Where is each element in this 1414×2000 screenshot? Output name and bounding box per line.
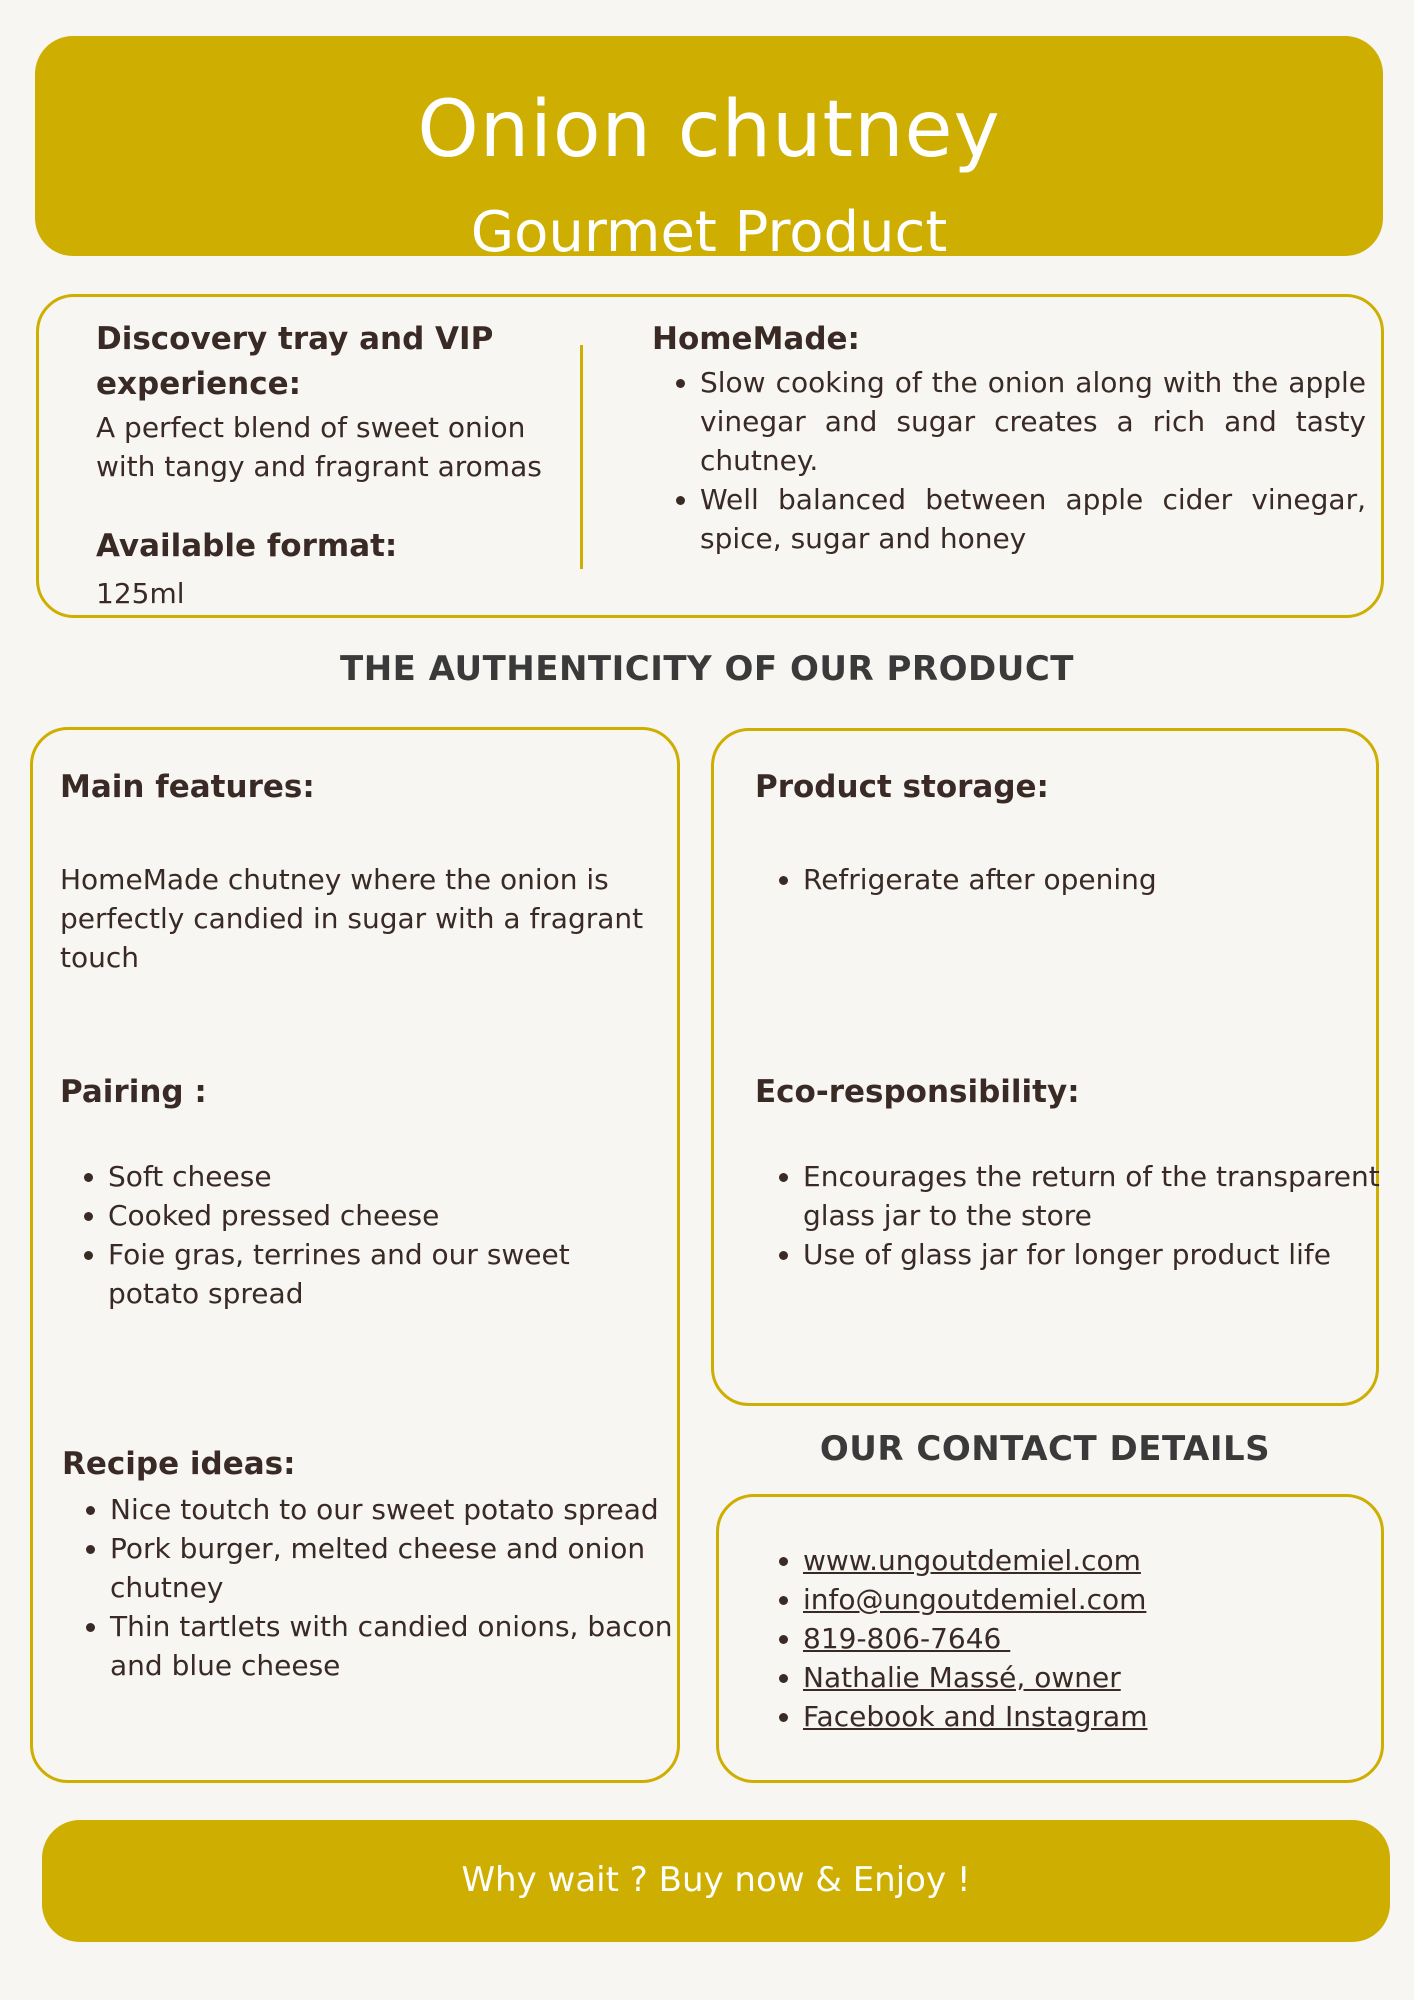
page-subtitle: Gourmet Product	[470, 200, 948, 265]
contact-item-owner	[803, 1658, 1393, 1697]
email-link[interactable]: info@ungoutdemiel.com	[803, 1583, 1147, 1616]
header-banner	[35, 36, 1383, 265]
owner-link[interactable]: Nathalie Massé, owner	[803, 1661, 1121, 1694]
contact-item-phone	[803, 1619, 1393, 1658]
contact-item-social	[803, 1697, 1393, 1736]
eco-list	[755, 1157, 1393, 1274]
list-item: • Encourages the return of the transparent glass jar to the store	[803, 1157, 1393, 1235]
phone-link[interactable]: 819-806-7646	[803, 1622, 1011, 1655]
discovery-label: Discovery tray and VIP experience:	[96, 321, 494, 402]
features-label: Main features:	[60, 769, 315, 805]
list-item: • Nice toutch to our sweet potato spread	[110, 1490, 690, 1529]
list-item: • Pork burger, melted cheese and onion chutney	[110, 1529, 690, 1607]
storage-panel	[711, 728, 1379, 1406]
list-item: • Slow cooking of the onion along with the apple vinegar and sugar creates a rich and tasty chutney.	[700, 363, 1366, 480]
website-link[interactable]: www.ungoutdemiel.com	[803, 1544, 1141, 1577]
storage-label: Product storage:	[755, 769, 1049, 805]
contact-list	[755, 1541, 1393, 1736]
list-item: • Refrigerate after opening	[803, 860, 1383, 899]
footer-cta-text: Why wait ? Buy now & Enjoy !	[461, 1860, 971, 1900]
recipe-list	[62, 1490, 690, 1685]
features-text: HomeMade chutney where the onion is perfectly candied in sugar with a fragrant touch	[60, 863, 644, 974]
footer-cta-banner[interactable]	[42, 1820, 1390, 1942]
list-item: • Thin tartlets with candied onions, bacon and blue cheese	[110, 1607, 690, 1685]
intro-divider	[580, 345, 583, 569]
pairing-list	[60, 1157, 668, 1313]
contact-item-email	[803, 1580, 1393, 1619]
list-item: • Cooked pressed cheese	[108, 1196, 668, 1235]
eco-label: Eco-responsibility:	[755, 1074, 1080, 1110]
list-item: • Use of glass jar for longer product life	[803, 1235, 1393, 1274]
homemade-label: HomeMade:	[652, 321, 860, 357]
format-value: 125ml	[96, 577, 185, 610]
recipe-label: Recipe ideas:	[62, 1446, 296, 1482]
homemade-list	[652, 363, 1366, 558]
page-title: Onion chutney	[417, 85, 1001, 175]
list-item: • Soft cheese	[108, 1157, 668, 1196]
format-label: Available format:	[96, 528, 398, 564]
pairing-label: Pairing :	[60, 1074, 207, 1110]
storage-list	[755, 860, 1383, 899]
contact-title: OUR CONTACT DETAILS	[819, 1429, 1271, 1469]
list-item: • Well balanced between apple cider vinegar, spice, sugar and honey	[700, 480, 1366, 558]
list-item: • Foie gras, terrines and our sweet potato spread	[108, 1235, 668, 1313]
social-link[interactable]: Facebook and Instagram	[803, 1700, 1148, 1733]
authenticity-title: THE AUTHENTICITY OF OUR PRODUCT	[340, 649, 1074, 689]
contact-item-website	[803, 1541, 1393, 1580]
discovery-text: A perfect blend of sweet onion with tangy and fragrant aromas	[96, 411, 542, 483]
